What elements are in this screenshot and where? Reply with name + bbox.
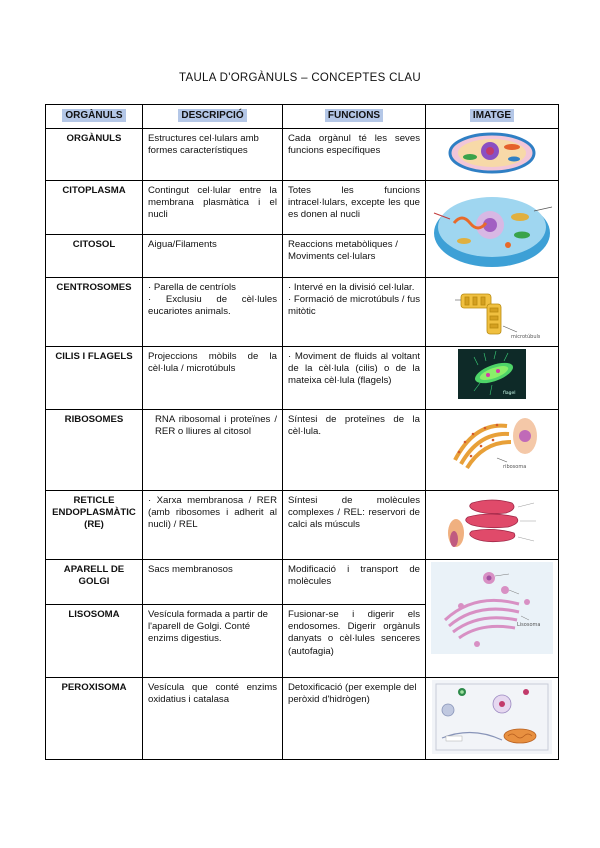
organelle-function: Detoxificació (per exemple del peròxid d'hidrògen) [283, 678, 426, 760]
organelle-name: PEROXISOMA [46, 678, 143, 760]
organelle-name: CENTROSOMES [46, 278, 143, 347]
organelle-name: RETICLE ENDOPLASMÀTIC (RE) [46, 491, 143, 560]
organelle-image-cell [426, 491, 559, 560]
organelle-function: Síntesi de molècules complexes / REL: reservori de calci als músculs [283, 491, 426, 560]
endoplasmic-reticulum-image [442, 493, 542, 553]
cilia-flagella-image [458, 349, 526, 399]
header-imatge: IMATGE [426, 105, 559, 129]
organelle-description: · Parella de centríols · Exclusiu de cèl·lules eucariotes animals. [143, 278, 283, 347]
organelle-name: LISOSOMA [46, 605, 143, 678]
organelle-function: · Intervé en la divisió cel·lular. · Formació de microtúbuls / fus mitòtic [283, 278, 426, 347]
organelle-description: Vesícula que conté enzims oxidatius i catalasa [143, 678, 283, 760]
organelle-image-cell [426, 181, 559, 278]
organelle-description: Estructures cel·lulars amb formes característiques [143, 129, 283, 181]
organelle-function: Reaccions metabòliques / Moviments cel·lulars [283, 234, 426, 277]
organelle-description: Vesícula formada a partir de l'aparell de Golgi. Conté enzims digestius. [143, 605, 283, 678]
organelle-name: CILIS I FLAGELS [46, 347, 143, 410]
table-row [46, 278, 559, 347]
organelle-description: Contingut cel·lular entre la membrana plasmàtica i el nucli [143, 181, 283, 235]
organelle-image-cell [426, 678, 559, 760]
table-row [46, 129, 559, 181]
table-row [46, 678, 559, 760]
svg-text:Lisosoma: Lisosoma [517, 622, 541, 628]
svg-text:flagel: flagel [503, 391, 516, 396]
organelle-function: Totes les funcions intracel·lulars, excepte les que es donen al nucli [283, 181, 426, 235]
header-descripcio: DESCRIPCIÓ [143, 105, 283, 129]
page-title: TAULA D'ORGÀNULS – CONCEPTES CLAU [179, 72, 421, 84]
centrosome-image [445, 280, 540, 342]
organelle-image-cell [426, 278, 559, 347]
organelles-table [45, 104, 559, 760]
organelle-image-cell [426, 129, 559, 181]
organelle-name: ORGÀNULS [46, 129, 143, 181]
cell-overview-image [446, 131, 538, 175]
golgi-lysosome-image [431, 562, 553, 654]
organelle-function: · Moviment de fluids al voltant de la cèl·lula (cilis) o de la mateixa cèl·lula (flagels) [283, 347, 426, 410]
organelle-image-cell [426, 410, 559, 491]
organelle-description: Projeccions mòbils de la cèl·lula / microtúbuls [143, 347, 283, 410]
table-row [46, 560, 559, 605]
header-organuls: ORGÀNULS [46, 105, 143, 129]
organelle-function: Síntesi de proteïnes de la cèl·lula. [283, 410, 426, 491]
organelle-function: Fusionar-se i digerir els endosomes. Digerir orgànuls danyats o cèl·lules senceres (autofagia) [283, 605, 426, 678]
organelle-name: CITOPLASMA [46, 181, 143, 235]
table-row [46, 347, 559, 410]
organelle-image-cell [426, 560, 559, 678]
organelle-name: RIBOSOMES [46, 410, 143, 491]
animal-cell-image [430, 183, 555, 275]
peroxisome-image [432, 680, 552, 754]
svg-text:microtúbuls: microtúbuls [510, 334, 540, 340]
table-row [46, 181, 559, 235]
organelle-description: Aigua/Filaments [143, 234, 283, 277]
table-row [46, 410, 559, 491]
header-funcions: FUNCIONS [283, 105, 426, 129]
organelle-image-cell [426, 347, 559, 410]
organelle-function: Modificació i transport de molècules [283, 560, 426, 605]
organelle-name: CITOSOL [46, 234, 143, 277]
organelle-description: · Xarxa membranosa / RER (amb ribosomes i adherit al nucli) / REL [143, 491, 283, 560]
table-header-row [46, 105, 559, 129]
organelle-function: Cada orgànul té les seves funcions específiques [283, 129, 426, 181]
table-row [46, 491, 559, 560]
organelle-name: APARELL DE GOLGI [46, 560, 143, 605]
ribosomes-image [445, 412, 540, 474]
organelle-description: RNA ribosomal i proteïnes / RER o lliures al citosol [143, 410, 283, 491]
organelle-description: Sacs membranosos [143, 560, 283, 605]
svg-text:ribosoma: ribosoma [502, 464, 526, 470]
